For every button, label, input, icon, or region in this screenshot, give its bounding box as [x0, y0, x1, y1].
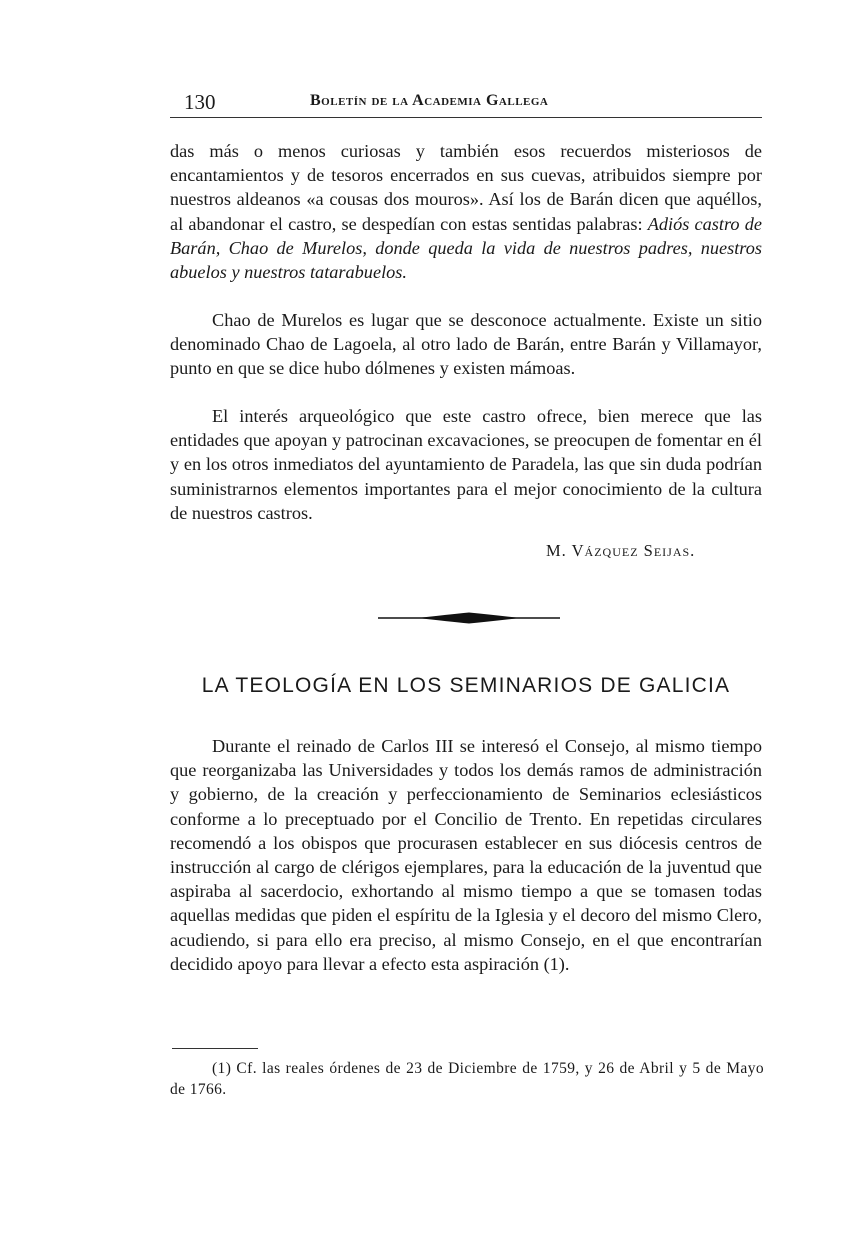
author-signature: M. Vázquez Seijas. — [546, 541, 696, 560]
footnote-rule — [172, 1048, 258, 1049]
article2-paragraph-1: Durante el reinado de Carlos III se interesó el Consejo, al mismo tiempo que reorganizaba las Universidades y todos los demás ramos de administración y gobierno, de la creación y perfeccionamiento de Seminarios eclesiásticos conforme a lo preceptuado por el Concilio de Trento. En repetidas circulares recomendó a los obispos que procurasen establecer en sus diócesis centros de instrucción al cargo de clérigos ejemplares, para la educación de la juventud que aspiraba al sacerdocio, exhortando al mismo tiempo a que se tomasen todas aquellas medidas que piden el espíritu de la Iglesia y el decoro del mismo Clero, acudiendo, si para ello era preciso, al mismo Consejo, en el que encontrarían decidido apoyo para llevar a efecto esta aspiración (1). — [170, 736, 762, 974]
page-number: 130 — [184, 90, 216, 114]
article1-paragraph-1-quote: Adiós castro de Barán, Chao de Murelos, donde queda la vida de nuestros padres, nuestros abuelos y nuestros tatarabuelos. — [170, 213, 762, 283]
article1-paragraph-3: El interés arqueológico que este castro ofrece, bien merece que las entidades que apoyan y patrocinan excavaciones, se preocupen de fomentar en él y en los otros inmediatos del ayuntamiento de Paradela, las que sin duda podrían suministrarnos elementos importantes para el mejor conocimiento de la cultura de nuestros castros. — [170, 406, 762, 523]
footnote: (1) Cf. las reales órdenes de 23 de Diciembre de 1759, y 26 de Abril y 5 de Mayo de 1766. — [170, 1060, 764, 1098]
section-divider-ornament — [378, 610, 560, 626]
article1-paragraph-2: Chao de Murelos es lugar que se desconoce actualmente. Existe un sitio denominado Chao de Lagoela, al otro lado de Barán, entre Barán y Villamayor, punto en que se dice hubo dólmenes y existen mámoas. — [170, 310, 762, 379]
section-title: LA TEOLOGÍA EN LOS SEMINARIOS DE GALICIA — [201, 674, 731, 697]
header-rule — [170, 117, 762, 118]
article1-paragraph-1-text: das más o menos curiosas y también esos recuerdos misteriosos de encantamientos y de tesoros encerrados en sus cuevas, atribuidos siempre por nuestros aldeanos «a cousas dos mouros». Así los de Barán dicen que aquéllos, al abandonar el castro, se despedían con estas sentidas palabras: — [170, 141, 762, 234]
article1-paragraph-1 — [170, 139, 762, 284]
running-head: Boletín de la Academia Gallega — [310, 92, 549, 109]
